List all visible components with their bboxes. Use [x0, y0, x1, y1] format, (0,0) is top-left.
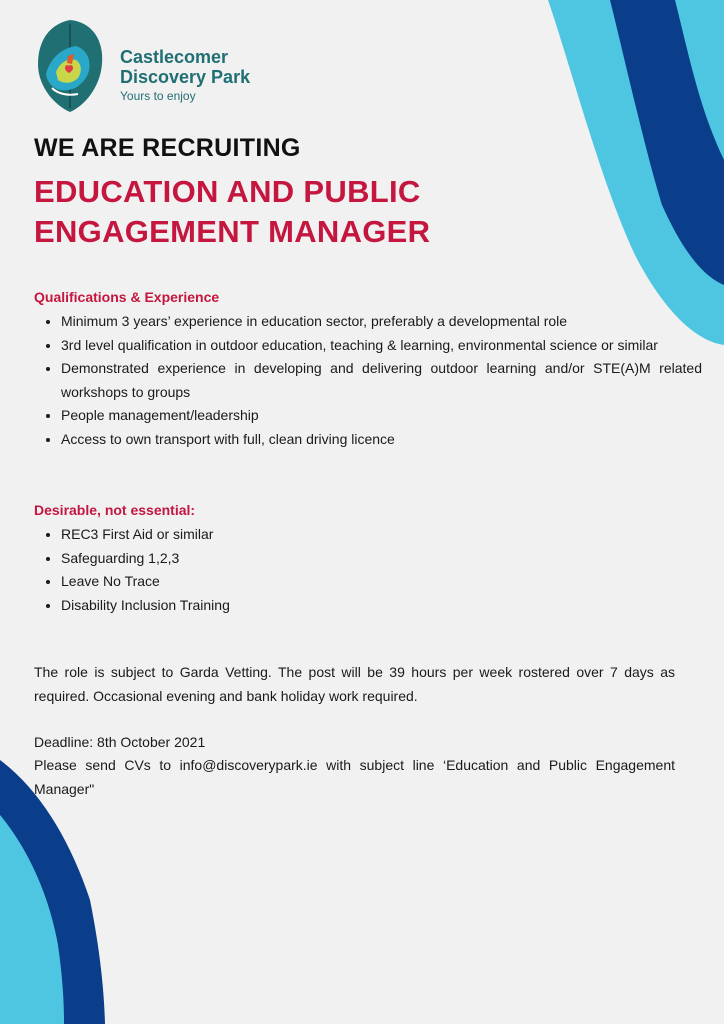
brand-tagline: Yours to enjoy: [120, 89, 196, 103]
desirable-heading: Desirable, not essential:: [34, 502, 196, 518]
qualifications-list: [34, 310, 702, 451]
list-item: • Access to own transport with full, clean driving licence: [61, 428, 702, 452]
list-item: • REC3 First Aid or similar: [61, 523, 702, 547]
list-item: • Minimum 3 years’ experience in education sector, preferably a developmental role: [61, 310, 702, 334]
apply-instructions-text: Please send CVs to info@discoverypark.ie with subject line ‘Education and Public Engagement Manager": [34, 757, 675, 797]
recruiting-heading: WE ARE RECRUITING: [34, 134, 301, 162]
role-details-text: The role is subject to Garda Vetting. The post will be 39 hours per week rostered over 7 days as required. Occasional evening and bank holiday work required.: [34, 664, 675, 704]
list-item: • Leave No Trace: [61, 570, 702, 594]
park-logo-icon: [32, 16, 112, 116]
desirable-list: [34, 523, 702, 617]
brand-name-line1: Castlecomer: [120, 47, 229, 67]
brand-name-line2: Discovery Park: [120, 67, 251, 87]
brand-block: [120, 47, 250, 103]
list-item: • Safeguarding 1,2,3: [61, 547, 702, 571]
deadline-text: Deadline: 8th October 2021: [34, 734, 206, 750]
qualifications-heading: Qualifications & Experience: [34, 289, 220, 305]
list-item: • Disability Inclusion Training: [61, 594, 702, 618]
job-title: EDUCATION AND PUBLIC ENGAGEMENT MANAGER: [34, 174, 431, 249]
list-item: • 3rd level qualification in outdoor education, teaching & learning, environmental science or similar: [61, 334, 702, 358]
list-item: • People management/leadership: [61, 404, 702, 428]
list-item: • Demonstrated experience in developing and delivering outdoor learning and/or STE(A)M related workshops to groups: [61, 357, 702, 404]
